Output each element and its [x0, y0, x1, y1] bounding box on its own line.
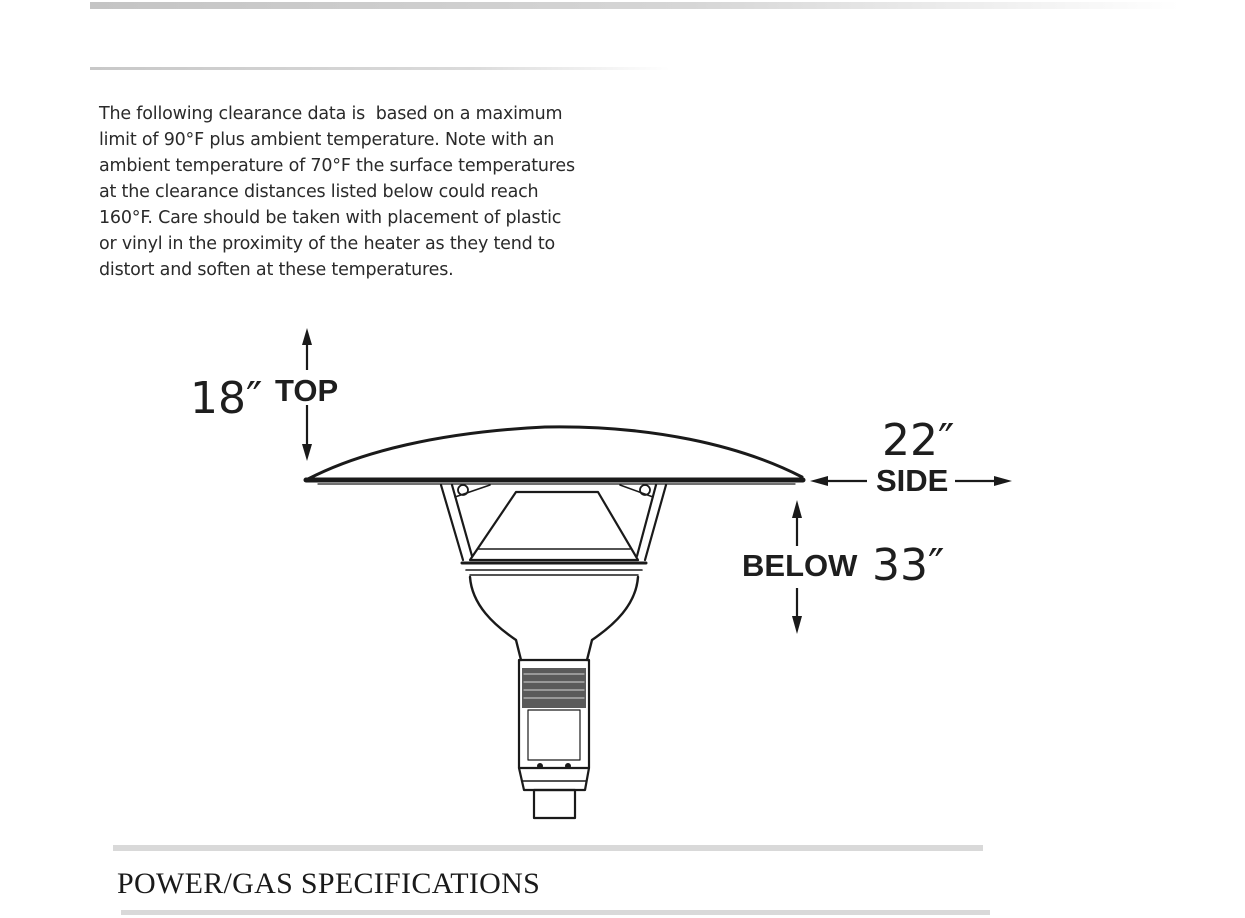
side-clearance [810, 415, 1012, 498]
top-clearance [190, 328, 338, 461]
heater-body [470, 577, 638, 660]
intro-line: limit of 90°F plus ambient temperature. Note with an [99, 130, 555, 150]
intro-line: distort and soften at these temperatures. [99, 260, 454, 280]
intro-line: ambient temperature of 70°F the surface temperatures [99, 156, 575, 176]
heater-reflector [308, 427, 802, 479]
intro-line: 160°F. Care should be taken with placement of plastic [99, 208, 562, 228]
intro-line: at the clearance distances listed below could reach [99, 182, 539, 202]
section-heading: POWER/GAS SPECIFICATIONS [117, 867, 541, 900]
top-clearance-label: TOP [275, 373, 339, 408]
section-divider-top [113, 845, 983, 851]
heater-drawing [306, 427, 803, 818]
side-clearance-value: 22″ [882, 415, 955, 466]
top-clearance-value: 18″ [190, 373, 263, 424]
intro-line: or vinyl in the proximity of the heater as they tend to [99, 234, 556, 254]
below-clearance-label: BELOW [742, 548, 858, 583]
side-clearance-label: SIDE [876, 463, 949, 498]
below-clearance-value: 33″ [872, 540, 945, 591]
intro-line: The following clearance data is based on a maximum [99, 104, 563, 124]
below-clearance [742, 500, 944, 634]
emitter-housing [462, 492, 646, 575]
control-housing [519, 660, 589, 818]
section-divider-bottom [121, 910, 990, 915]
